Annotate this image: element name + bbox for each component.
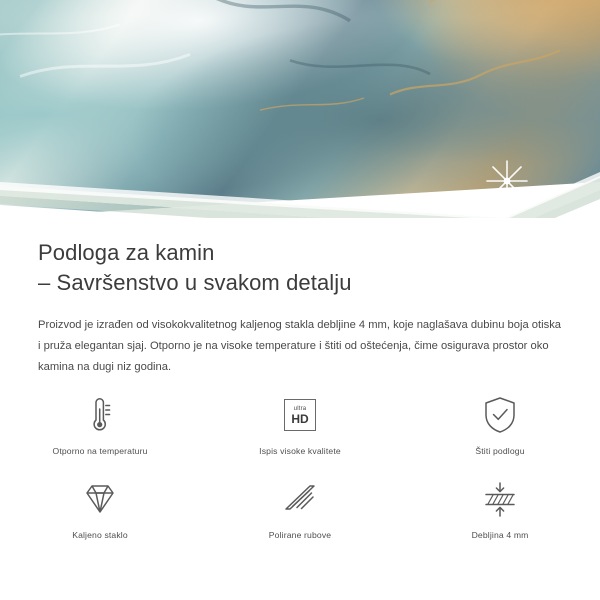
feature-grid: [0, 392, 600, 540]
ultra-hd-badge-icon: [284, 392, 316, 438]
feature-row-1: [0, 392, 600, 456]
feature-item-print-quality: [200, 392, 400, 456]
page-title-line-1: Podloga za kamin: [38, 240, 215, 265]
ultra-hd-badge-bottom: HD: [291, 411, 309, 426]
product-description: Proizvod je izrađen od visokokvalitetnog kaljenog stakla debljine 4 mm, koje naglašava dubinu boja otiska i pruža elegantan sjaj. Otporno je na visoke temperature i štiti od oštećenja, čime osigurava prostor oko kamina na dugi niz godina.: [38, 319, 562, 373]
thermometer-icon: [83, 392, 117, 438]
text-block: [0, 218, 600, 378]
hero-image: [0, 0, 600, 218]
feature-item-temperature: [0, 392, 200, 456]
feature-item-protects-surface: [400, 392, 600, 456]
polished-edges-icon: [280, 476, 320, 522]
diamond-icon: [80, 476, 120, 522]
feature-label: Polirane rubove: [268, 530, 332, 540]
feature-item-tempered-glass: [0, 476, 200, 540]
feature-label: Ispis visoke kvalitete: [259, 446, 341, 456]
feature-label: Kaljeno staklo: [72, 530, 128, 540]
feature-label: Debljina 4 mm: [471, 530, 529, 540]
feature-label: Štiti podlogu: [475, 446, 525, 456]
marble-vein-overlay: [0, 0, 600, 218]
feature-item-polished-edges: [200, 476, 400, 540]
thickness-arrows-icon: [480, 476, 520, 522]
feature-item-thickness: [400, 476, 600, 540]
page-title-line-2: – Savršenstvo u svakom detalju: [38, 270, 352, 295]
feature-label: Otporno na temperaturu: [52, 446, 148, 456]
feature-row-2: [0, 476, 600, 540]
shield-check-icon: [481, 392, 519, 438]
ultra-hd-badge-top: ultra: [293, 405, 307, 412]
page-title: [0, 218, 600, 298]
